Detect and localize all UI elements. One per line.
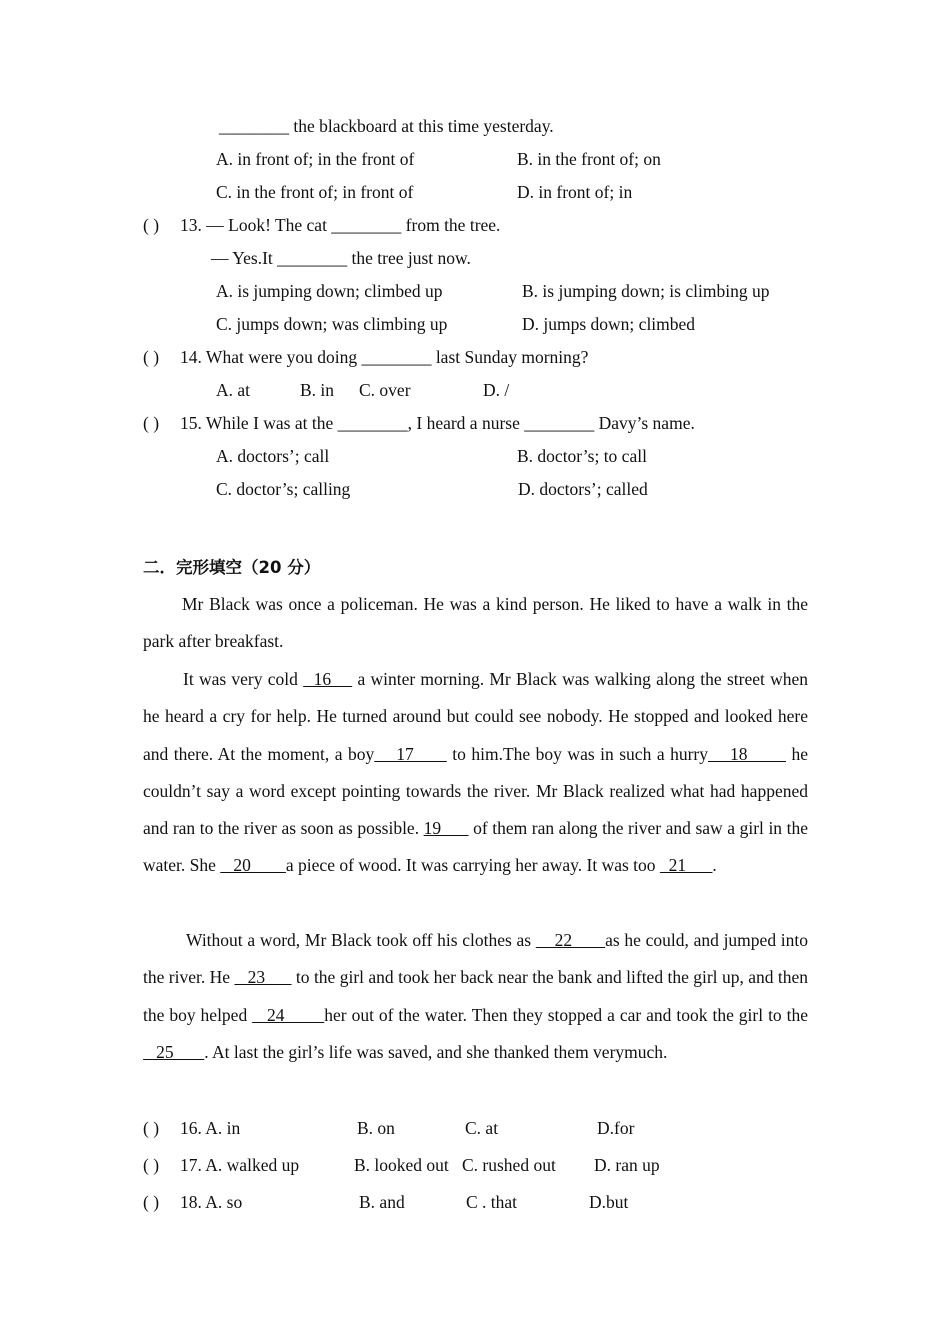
- q15-answer-blank[interactable]: ( ): [143, 413, 160, 433]
- passage-text: a winter morning. Mr Black was walking along the street when he heard a cry for help. He turned around but could see nobody. He stopped and looked here and there. At the moment, a boy: [143, 669, 809, 764]
- q14-answer-blank[interactable]: ( ): [143, 347, 160, 367]
- q13-answer-blank[interactable]: ( ): [143, 215, 160, 235]
- q16-option-a: 16. A. in: [180, 1118, 241, 1138]
- q16-option-c: C. at: [465, 1118, 499, 1138]
- q16-option-d: D.for: [597, 1118, 635, 1138]
- cloze-blank-24[interactable]: 24: [252, 1004, 325, 1025]
- q17-option-c: C. rushed out: [462, 1155, 556, 1175]
- q12-option-a: A. in front of; in the front of: [216, 149, 415, 169]
- cloze-blank-16[interactable]: 16: [303, 669, 353, 689]
- passage-paragraph-2: [143, 661, 808, 885]
- q12-stem-tail: ________ the blackboard at this time yesterday.: [219, 116, 554, 136]
- passage-text: he couldn’t say a word except pointing towards the river. Mr Black realized what had happened and ran to the river as soon as possible.: [143, 743, 809, 839]
- passage-text: to him.The boy was in such a hurry: [446, 743, 708, 764]
- passage-text: It was very cold: [183, 669, 304, 689]
- passage-text: her out of the water. Then they stopped a car and took the girl to the: [324, 1004, 809, 1025]
- q13-stem: 13. — Look! The cat ________ from the tree.: [180, 215, 501, 235]
- q13-option-c: C. jumps down; was climbing up: [216, 314, 448, 334]
- passage-text: a piece of wood. It was carrying her away. It was too: [285, 855, 660, 876]
- passage-text: Mr Black was once a policeman. He was a kind person. He liked to have a walk in the park after breakfast.: [143, 594, 808, 652]
- section-heading-cloze: 二．完形填空（20 分）: [143, 558, 321, 577]
- q13-option-a: A. is jumping down; climbed up: [216, 281, 443, 301]
- passage-text: as he could, and jumped into the river. He: [143, 930, 808, 988]
- q15-option-b: B. doctor’s; to call: [517, 446, 647, 466]
- q14-option-a: A. at: [216, 380, 251, 400]
- passage-paragraph-3: [143, 922, 808, 1071]
- cloze-blank-23[interactable]: 23: [234, 967, 292, 988]
- cloze-blank-18[interactable]: 18: [708, 743, 786, 764]
- q18-answer-blank[interactable]: ( ): [143, 1192, 160, 1212]
- passage-text: to the girl and took her back near the bank and lifted the girl up, and then the boy helped: [143, 967, 809, 1025]
- q18-option-a: 18. A. so: [180, 1192, 243, 1212]
- q13-stem-reply: — Yes.It ________ the tree just now.: [211, 248, 471, 268]
- q14-stem: 14. What were you doing ________ last Sunday morning?: [180, 347, 589, 367]
- q13-option-d: D. jumps down; climbed: [522, 314, 696, 334]
- q15-stem: 15. While I was at the ________, I heard a nurse ________ Davy’s name.: [180, 413, 695, 433]
- q14-option-b: B. in: [300, 380, 335, 400]
- q17-option-b: B. looked out: [354, 1155, 449, 1175]
- q12-option-c: C. in the front of; in front of: [216, 182, 414, 202]
- passage-text: of them ran along the river and saw a girl in the water. She: [143, 818, 808, 876]
- q12-option-b: B. in the front of; on: [517, 149, 661, 169]
- q17-option-a: 17. A. walked up: [180, 1155, 300, 1175]
- q15-option-d: D. doctors’; called: [518, 479, 648, 499]
- q18-option-d: D.but: [589, 1192, 629, 1212]
- cloze-blank-25[interactable]: 25: [143, 1041, 205, 1062]
- q18-option-b: B. and: [359, 1192, 405, 1212]
- passage-text: Without a word, Mr Black took off his clothes as: [186, 930, 536, 950]
- cloze-blank-20[interactable]: 20: [220, 855, 286, 876]
- q13-option-b: B. is jumping down; is climbing up: [522, 281, 770, 301]
- q12-option-d: D. in front of; in: [517, 182, 633, 202]
- cloze-blank-17[interactable]: 17: [374, 743, 447, 764]
- q14-option-d: D. /: [483, 380, 510, 400]
- q15-option-a: A. doctors’; call: [216, 446, 330, 466]
- passage-text: . At last the girl’s life was saved, and she thanked them verymuch.: [204, 1041, 668, 1062]
- q17-option-d: D. ran up: [594, 1155, 660, 1175]
- q16-answer-blank[interactable]: ( ): [143, 1118, 160, 1138]
- passage-paragraph-1: [143, 586, 808, 661]
- cloze-blank-21[interactable]: 21: [659, 855, 713, 876]
- q16-option-b: B. on: [357, 1118, 395, 1138]
- q14-option-c: C. over: [359, 380, 411, 400]
- passage-text: .: [712, 855, 717, 876]
- cloze-blank-19[interactable]: 19: [423, 818, 469, 839]
- q15-option-c: C. doctor’s; calling: [216, 479, 351, 499]
- cloze-blank-22[interactable]: 22: [535, 930, 606, 950]
- q17-answer-blank[interactable]: ( ): [143, 1155, 160, 1175]
- q18-option-c: C . that: [466, 1192, 518, 1212]
